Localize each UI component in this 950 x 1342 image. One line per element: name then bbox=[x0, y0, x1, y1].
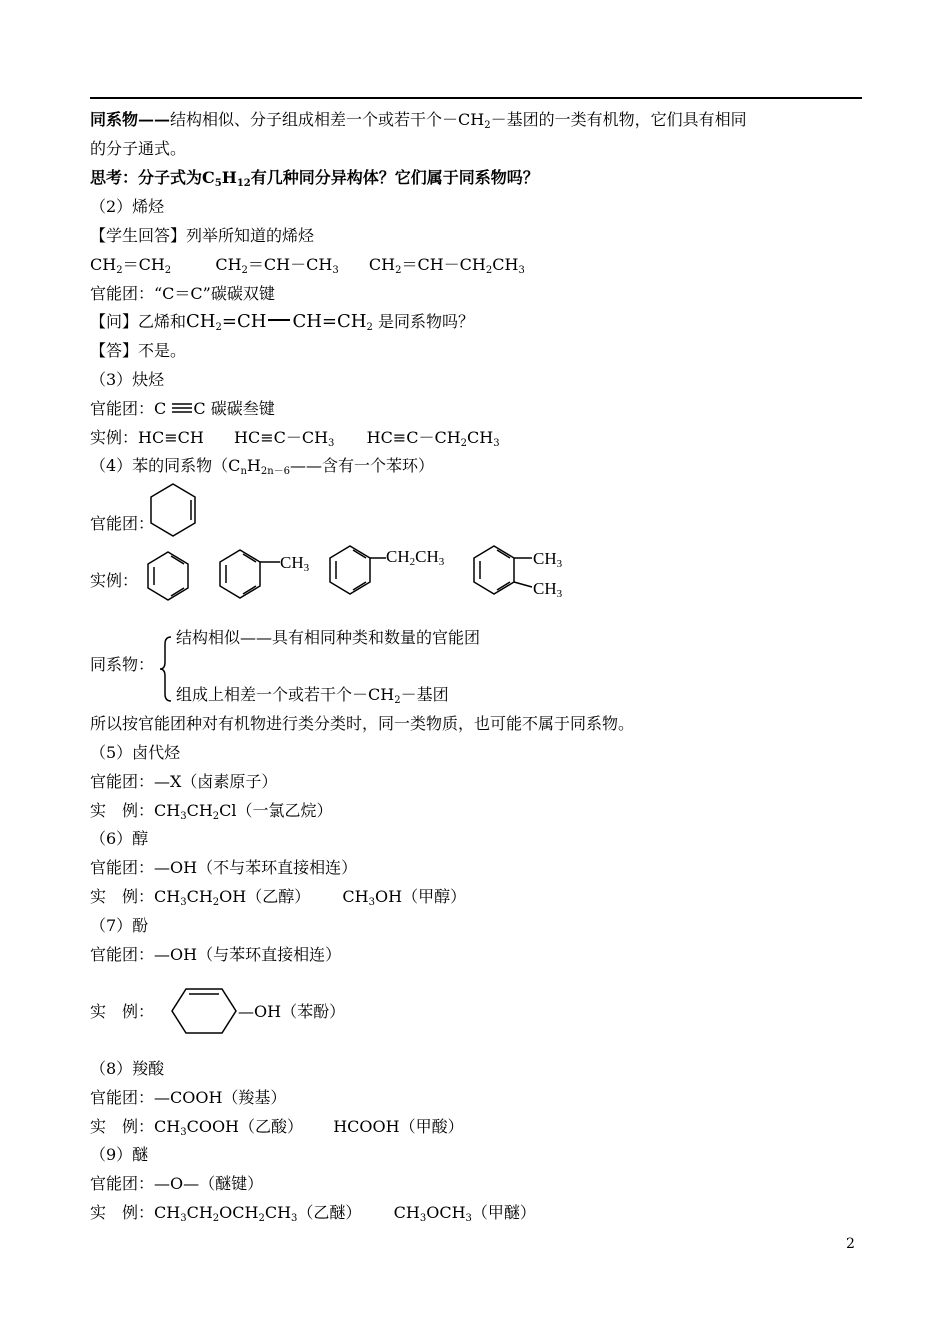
xylene-ch3-top: CH3 bbox=[533, 549, 563, 570]
acid-heading: （8）羧酸 bbox=[90, 1059, 165, 1078]
ether-fg: 官能团：—O—（醚键） bbox=[90, 1174, 264, 1193]
phenol-heading: （7）酚 bbox=[90, 916, 149, 935]
benzene-homolog-structures bbox=[146, 544, 586, 610]
summary-line2: 组成上相差一个或若干个$-CH_2-$基团 bbox=[176, 685, 449, 706]
alkyne-functional-group: 官能团：C C 碳碳叁键 bbox=[90, 399, 275, 418]
butadiene-formula: $CH_2=CH$ $CH=CH_2$ bbox=[186, 311, 373, 333]
benzene-heading: （4）苯的同系物（$C_nH_{2n-6}——$含有一个苯环） bbox=[90, 456, 435, 477]
haloalkane-heading: （5）卤代烃 bbox=[90, 743, 181, 762]
toluene-ch3-label: CH3 bbox=[280, 553, 310, 574]
haloalkane-example: 实 例：$CH_3CH_2Cl$（一氯乙烷） bbox=[90, 801, 333, 822]
triple-bond-icon bbox=[171, 401, 193, 415]
acid-fg: 官能团：—COOH（羧基） bbox=[90, 1088, 287, 1107]
ethylbenzene-structure bbox=[330, 546, 445, 594]
benzene-ring-icon bbox=[146, 480, 200, 540]
haloalkane-fg: 官能团：—X（卤素原子） bbox=[90, 772, 278, 791]
homolog-definition-cont: 的分子通式。 bbox=[90, 139, 187, 158]
phenol-ex-label: 实 例： bbox=[90, 1002, 155, 1021]
alkene-question: 【问】乙烯和$CH_2=CH$ $CH=CH_2$ 是同系物吗？ bbox=[90, 311, 474, 333]
benzene-structure bbox=[148, 552, 188, 600]
alcohol-fg: 官能团：—OH（不与苯环直接相连） bbox=[90, 858, 358, 877]
alcohol-heading: （6）醇 bbox=[90, 829, 149, 848]
ethyl-label: CH2CH3 bbox=[386, 547, 445, 568]
o-xylene-structure bbox=[474, 546, 563, 600]
alkene-functional-group: 官能团：“C＝C”碳碳双键 bbox=[90, 284, 275, 303]
alkene-student-answer: 【学生回答】列举所知道的烯烃 bbox=[90, 226, 315, 245]
brace-icon bbox=[158, 636, 174, 702]
phenol-ring-icon bbox=[170, 986, 238, 1036]
summary-line1: 结构相似——具有相同种类和数量的官能团 bbox=[176, 628, 481, 647]
phenol-fg: 官能团：—OH（与苯环直接相连） bbox=[90, 945, 342, 964]
alkene-answer: 【答】不是。 bbox=[90, 341, 187, 360]
homolog-term: 同系物—— bbox=[90, 110, 171, 129]
phenol-ex-tail: —OH（苯酚） bbox=[238, 1002, 346, 1021]
ether-heading: （9）醚 bbox=[90, 1145, 149, 1164]
acid-example: 实 例：$CH_3COOH$（乙酸） HCOOH（甲酸） bbox=[90, 1117, 464, 1138]
header-rule bbox=[90, 97, 862, 99]
alkene-examples: $CH_2=CH_2$ $CH_2=CH-CH_3$ $CH_2=CH-CH_2CH_3$ bbox=[90, 255, 525, 276]
alkene-heading: （2）烯烃 bbox=[90, 197, 165, 216]
benzene-fg-label: 官能团： bbox=[90, 514, 155, 533]
alcohol-example: 实 例：$CH_3CH_2OH$（乙醇） $CH_3OH$（甲醇） bbox=[90, 887, 467, 908]
toluene-structure bbox=[220, 550, 310, 598]
alkyne-heading: （3）炔烃 bbox=[90, 370, 165, 389]
think-question: 思考：分子式为$C_5H_{12}$有几种同分异构体？它们属于同系物吗？ bbox=[90, 168, 539, 189]
page-number: 2 bbox=[846, 1236, 855, 1252]
alkyne-examples: 实例：HC≡CH $HC\equiv C-CH_3$ $HC\equiv C-CH_2CH_3$ bbox=[90, 428, 500, 449]
xylene-ch3-bottom: CH3 bbox=[533, 579, 563, 600]
summary-note: 所以按官能团种对有机物进行类分类时，同一类物质，也可能不属于同系物。 bbox=[90, 714, 635, 733]
summary-label: 同系物： bbox=[90, 655, 155, 674]
homolog-definition: 同系物——结构相似、分子组成相差一个或若干个$-CH_2-$基团的一类有机物，它们具有相同 bbox=[90, 110, 747, 131]
benzene-ex-label: 实例： bbox=[90, 571, 139, 590]
ether-example: 实 例：$CH_3CH_2OCH_2CH_3$（乙醚） $CH_3OCH_3$（甲醚） bbox=[90, 1203, 536, 1224]
